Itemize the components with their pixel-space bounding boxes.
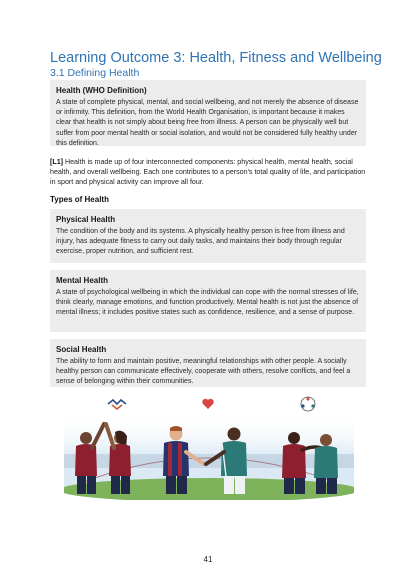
intro-paragraph [50, 157, 366, 188]
mental-health-box [50, 270, 366, 332]
intro-text: Health is made up of four interconnected components: physical health, mental health, social health, and overall wellbeing. Each one contributes to a person's total quality of life, and participation in sport and physical activity can improve all four. [50, 158, 366, 187]
who-definition-body: A state of complete physical, mental, and social wellbeing, and not merely the absence of disease or infirmity. This definition, from the World Health Organisation, is important because it makes clear that health is not simply about being free from illness. A person can be physically well but suffer from poor mental health or social isolation, and would not be considered fully healthy under this definition. [56, 99, 359, 147]
physical-health-title: Physical Health [56, 215, 116, 224]
mental-health-body: A state of psychological wellbeing in which the individual can cope with the normal stresses of life, think clearly, manage emotions, and function productively. Mental health is not just the absence of mental illness; it includes positive states such as confidence, resilience, and a sense of purpose. [56, 289, 359, 317]
people-network-icon [301, 397, 315, 411]
page-number: 41 [203, 555, 213, 564]
social-health-box [50, 339, 366, 387]
mental-health-title: Mental Health [56, 276, 109, 285]
social-health-title: Social Health [56, 345, 107, 354]
team-wellbeing-illustration [64, 394, 354, 500]
handshake-icon [108, 400, 126, 409]
who-definition-box [50, 80, 366, 146]
social-health-body: The ability to form and maintain positive, meaningful relationships with other people. A socially healthy person can communicate effectively, cooperate with others, resolve conflicts, and feel a sense of belonging within their communities. [56, 358, 351, 386]
types-heading: Types of Health [50, 195, 109, 204]
pitch [64, 478, 354, 500]
who-definition-title: Health (WHO Definition) [56, 86, 147, 95]
heart-icon [202, 399, 213, 409]
physical-health-body: The condition of the body and its systems. A physically healthy person is free from illness and injury, has adequate fitness to carry out daily tasks, and maintains their body through regular exercise, proper nutrition, and sufficient rest. [56, 228, 345, 256]
page-title: Learning Outcome 3: Health, Fitness and Wellbeing [50, 50, 382, 66]
section-subtitle: 3.1 Defining Health [50, 67, 140, 79]
intro-tag: [L1] [50, 158, 64, 166]
physical-health-box [50, 209, 366, 263]
